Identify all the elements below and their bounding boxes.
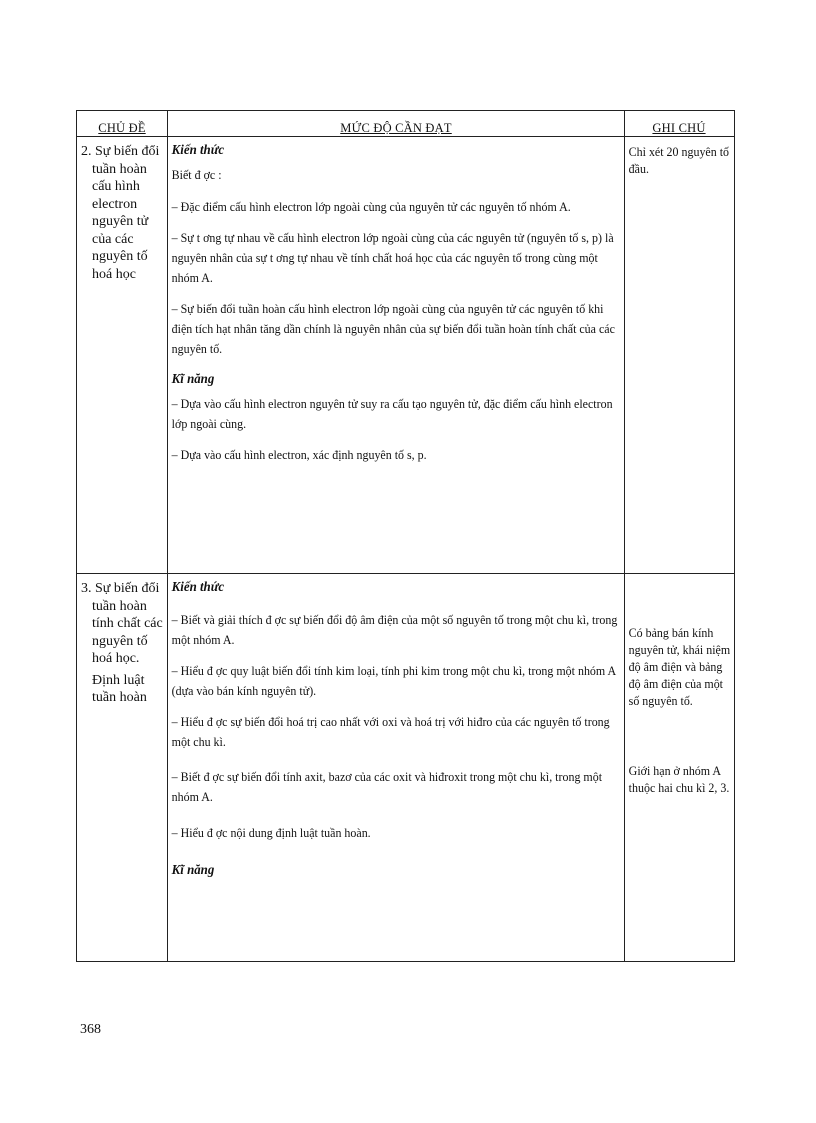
topic-line: tuần hoàn (92, 598, 147, 614)
content-cell (168, 574, 625, 961)
topic-line: nguyên tố (92, 633, 148, 649)
topic-line: Định luật (92, 672, 145, 688)
curriculum-table (76, 110, 735, 962)
note-text: Có bảng bán kính nguyên tử, khái niệm độ âm điện và bảng độ âm điện của một số nguyên tố. (628, 625, 731, 708)
knowledge-item: – Hiểu đ ợc nội dung định luật tuần hoàn. (171, 825, 371, 840)
topic-cell (77, 137, 168, 573)
topic-line: tính chất các (92, 616, 163, 631)
skill-item: – Dựa vào cấu hình electron nguyên tử suy ra cấu tạo nguyên tử, đặc điểm cấu hình electron lớp ngoài cùng. (171, 396, 613, 431)
page-number: 368 (80, 1022, 101, 1037)
knowledge-heading: Kiến thức (171, 143, 225, 158)
topic-line: nguyên tố (92, 249, 148, 264)
note-cell (625, 137, 733, 573)
topic-cell (77, 574, 168, 961)
topic-line: tuần hoàn (92, 690, 147, 705)
table-header-row (76, 110, 735, 137)
header-level: MỨC ĐỘ CẦN ĐẠT (168, 111, 625, 136)
topic-line: nguyên tử (92, 214, 149, 229)
note-cell (625, 574, 733, 961)
skill-item: – Dựa vào cấu hình electron, xác định nguyên tố s, p. (171, 447, 427, 462)
topic-line: electron (92, 196, 138, 212)
topic-line: hoá học (92, 266, 136, 282)
content-cell (168, 137, 625, 573)
knowledge-item: – Biết và giải thích đ ợc sự biến đổi độ âm điện của một số nguyên tố trong một chu kì, trong một nhóm A. (171, 612, 618, 647)
table-row-periodic-properties (76, 574, 735, 962)
knowledge-heading: Kiến thức (171, 580, 225, 595)
knowledge-item: – Đặc điểm cấu hình electron lớp ngoài cùng của nguyên tử các nguyên tố nhóm A. (171, 199, 571, 214)
skills-heading: Kĩ năng (171, 372, 215, 387)
knowledge-item: – Hiểu đ ợc sự biến đổi hoá trị cao nhất với oxi và hoá trị với hiđro của các nguyên tố trong một chu kì. (171, 714, 610, 749)
topic-line: cấu hình (92, 179, 140, 194)
skills-heading: Kĩ năng (171, 863, 215, 878)
knowledge-item: – Sự t ơng tự nhau về cấu hình electron lớp ngoài cùng của các nguyên tử (nguyên tố s, p) là nguyên nhân của sự t ơng tự nhau về tính chất hoá học của các nguyên tố trong cùng một nhóm A. (171, 230, 614, 285)
note-text: Giới hạn ở nhóm A thuộc hai chu kì 2, 3. (628, 763, 730, 795)
header-topic: CHỦ ĐỀ (77, 111, 168, 136)
topic-line: hoá học. (92, 651, 140, 666)
topic-line: tuần hoàn (92, 161, 147, 177)
topic-line: 3. Sự biến đổi (81, 581, 160, 596)
knowledge-intro: Biết đ ợc : (171, 167, 222, 182)
topic-line: của các (92, 231, 134, 247)
knowledge-item: – Biết đ ợc sự biến đổi tính axit, bazơ của các oxit và hiđroxit trong một chu kì, trong một nhóm A. (171, 769, 603, 804)
header-note: GHI CHÚ (652, 121, 706, 135)
note-text: Chỉ xét 20 nguyên tố đầu. (628, 144, 730, 176)
table-row-electron-configuration (76, 137, 735, 574)
topic-line: 2. Sự biến đổi (81, 144, 160, 159)
knowledge-item: – Sự biến đổi tuần hoàn cấu hình electron lớp ngoài cùng của nguyên tử các nguyên tố khi điện tích hạt nhân tăng dần chính là nguyên nhân của sự biến đổi tuần hoàn tính chất của các nguyên tố. (171, 301, 615, 356)
knowledge-item: – Hiểu đ ợc quy luật biến đổi tính kim loại, tính phi kim trong một chu kì, trong một nhóm A (dựa vào bán kính nguyên tử). (171, 663, 616, 698)
